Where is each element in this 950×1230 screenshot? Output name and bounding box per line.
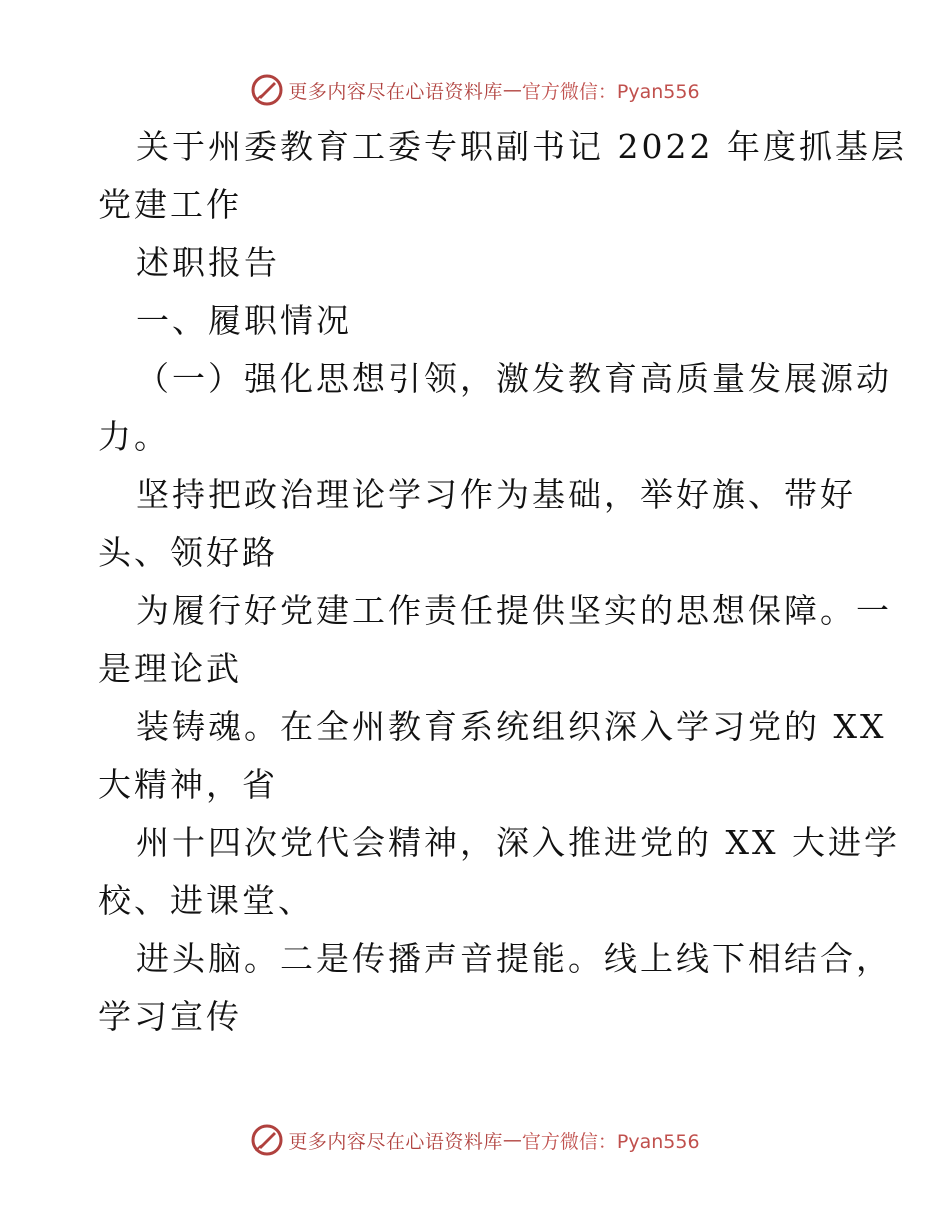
text-line: 头、领好路	[98, 533, 278, 572]
watermark-text: 更多内容尽在心语资料库	[288, 80, 503, 103]
text-line: 校、进课堂、	[98, 881, 314, 920]
text-line: 是理论武	[98, 649, 242, 688]
text-line: 州十四次党代会精神，深入推进党的 XX 大进学	[136, 823, 900, 862]
quill-logo-icon	[250, 1123, 284, 1157]
quill-logo-icon	[250, 73, 284, 107]
text-line: 一、履职情况	[136, 301, 352, 340]
text-line: 大精神，省	[98, 765, 278, 804]
watermark-dash: —	[502, 1129, 522, 1151]
text-line: 进头脑。二是传播声音提能。线上线下相结合，	[136, 939, 892, 978]
watermark-footer	[0, 1120, 950, 1160]
watermark-dash: —	[502, 79, 522, 101]
watermark-header	[0, 70, 950, 110]
text-line: 装铸魂。在全州教育系统组织深入学习党的 XX	[136, 707, 887, 746]
watermark-wechat: 官方微信：Pyan556	[521, 80, 700, 103]
text-line: 党建工作	[98, 185, 242, 224]
text-line: 为履行好党建工作责任提供坚实的思想保障。一	[136, 591, 892, 630]
text-line: 关于州委教育工委专职副书记 2022 年度抓基层	[136, 127, 907, 166]
watermark-wechat: 官方微信：Pyan556	[521, 1130, 700, 1153]
text-line: 坚持把政治理论学习作为基础，举好旗、带好	[136, 475, 856, 514]
document-body	[98, 118, 907, 1046]
text-line: （一）强化思想引领，激发教育高质量发展源动	[136, 359, 892, 398]
watermark-text: 更多内容尽在心语资料库	[288, 1130, 503, 1153]
text-line: 学习宣传	[98, 997, 242, 1036]
text-line: 述职报告	[136, 243, 280, 282]
text-line: 力。	[98, 417, 170, 456]
